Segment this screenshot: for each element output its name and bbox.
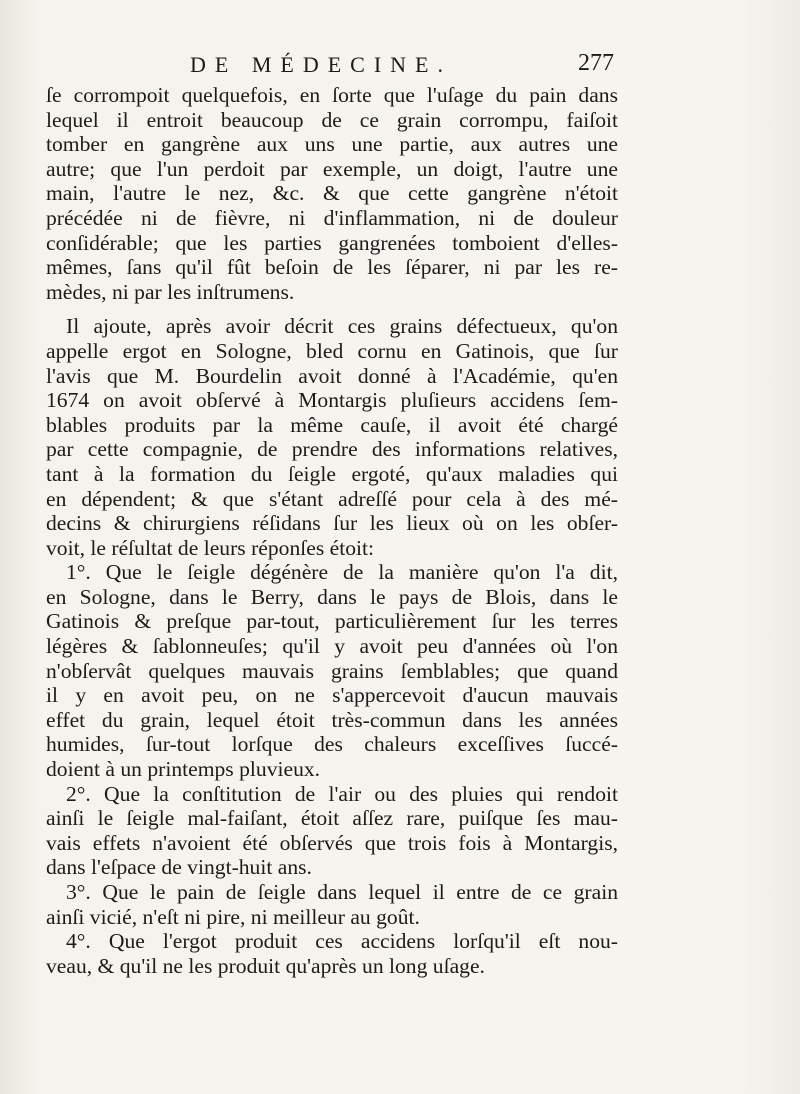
paragraph (46, 560, 618, 781)
text-line: main, l'autre le nez, &c. & que cette gangrène n'étoit (46, 181, 618, 206)
paragraph (46, 83, 618, 304)
text-line: tomber en gangrène aux uns une partie, aux autres une (46, 132, 618, 157)
text-line: 1674 on avoit obſervé à Montargis pluſieurs accidens ſem- (46, 388, 618, 413)
text-line: 2°. Que la conſtitution de l'air ou des pluies qui rendoit (66, 781, 618, 806)
text-line: en Sologne, dans le Berry, dans le pays de Blois, dans le (46, 584, 618, 609)
text-line: mêmes, ſans qu'il fût beſoin de les ſéparer, ni par les re- (46, 255, 618, 280)
text-line: Il ajoute, après avoir décrit ces grains défectueux, qu'on (66, 314, 618, 339)
text-line: Gatinois & preſque par-tout, particulièrement ſur les terres (46, 609, 618, 634)
text-line: ainſi vicié, n'eſt ni pire, ni meilleur au goût. (46, 904, 420, 929)
paragraph (46, 880, 618, 929)
text-line: 1°. Que le ſeigle dégénère de la manière qu'on l'a dit, (66, 560, 618, 585)
text-line: légères & ſablonneuſes; qu'il y avoit peu d'années où l'on (46, 634, 618, 659)
page-number: 277 (578, 50, 614, 76)
paragraph (46, 314, 618, 560)
text-line: dans l'eſpace de vingt-huit ans. (46, 855, 312, 880)
text-line: doient à un printemps pluvieux. (46, 757, 321, 782)
text-line: mèdes, ni par les inſtrumens. (46, 279, 295, 304)
text-line: vais effets n'avoient été obſervés que trois fois à Montargis, (46, 830, 618, 855)
paragraph (46, 929, 618, 978)
body-text (46, 83, 618, 978)
text-line: ſe corrompoit quelquefois, en ſorte que l'uſage du pain dans (46, 83, 618, 107)
text-line: il y en avoit peu, on ne s'appercevoit d'aucun mauvais (46, 683, 618, 708)
text-line: 3°. Que le pain de ſeigle dans lequel il entre de ce grain (66, 880, 618, 904)
text-line: autre; que l'un perdoit par exemple, un doigt, l'autre une (46, 156, 618, 181)
text-line: tant à la formation du ſeigle ergoté, qu'aux maladies qui (46, 461, 618, 486)
text-line: ainſi le ſeigle mal-faiſant, étoit aſſez rare, puiſque ſes mau- (46, 806, 618, 831)
text-line: l'avis que M. Bourdelin avoit donné à l'Académie, qu'en (46, 363, 618, 388)
text-line: précédée ni de fièvre, ni d'inflammation, ni de douleur (46, 205, 618, 230)
text-line: appelle ergot en Sologne, bled cornu en Gatinois, que ſur (46, 338, 618, 363)
text-line: lequel il entroit beaucoup de ce grain corrompu, faiſoit (46, 107, 618, 132)
text-line: blables produits par la même cauſe, il avoit été chargé (46, 412, 618, 437)
paragraph (46, 782, 618, 880)
text-line: en dépendent; & que s'étant adreſſé pour cela à des mé- (46, 486, 618, 511)
text-line: humides, ſur-tout lorſque des chaleurs exceſſives ſuccé- (46, 732, 618, 757)
text-line: par cette compagnie, de prendre des informations relatives, (46, 437, 618, 462)
text-line: veau, & qu'il ne les produit qu'après un long uſage. (46, 953, 485, 978)
text-line: n'obſervât quelques mauvais grains ſemblables; que quand (46, 658, 618, 683)
text-line: effet du grain, lequel étoit très-commun dans les années (46, 707, 618, 732)
paragraph-gap (46, 304, 618, 314)
text-line: voit, le réſultat de leurs réponſes étoit: (46, 535, 375, 560)
page-header (0, 50, 800, 80)
text-line: 4°. Que l'ergot produit ces accidens lorſqu'il eſt nou- (66, 929, 618, 954)
running-title: DE MÉDECINE. (190, 52, 452, 77)
text-line: conſidérable; que les parties gangrenées tomboient d'elles- (46, 230, 618, 255)
text-line: decins & chirurgiens réſidans ſur les lieux où on les obſer- (46, 511, 618, 536)
